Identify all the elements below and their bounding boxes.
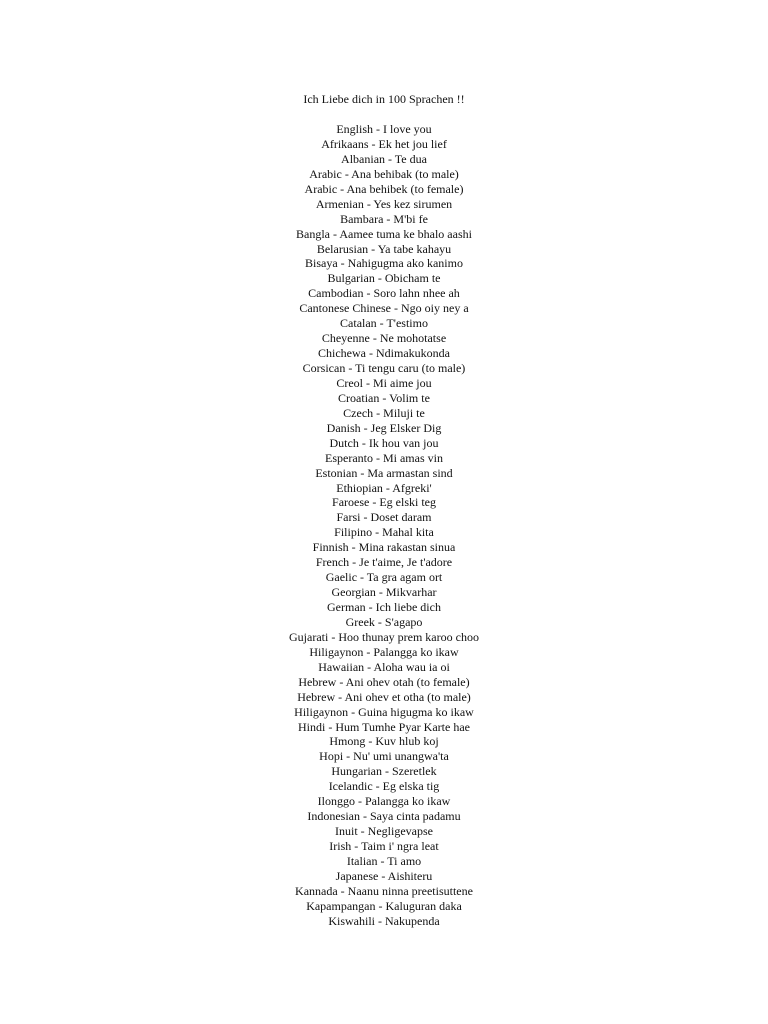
translation-line: Danish - Jeg Elsker Dig — [326, 420, 442, 435]
translation-line: Ethiopian - Afgreki' — [336, 480, 432, 495]
translation-line: Hungarian - Szeretlek — [331, 764, 437, 779]
translation-line: German - Ich liebe dich — [327, 600, 441, 614]
translation-line: Filipino - Mahal kita — [334, 525, 434, 540]
translation-line: Kapampangan - Kaluguran daka — [306, 898, 462, 913]
translation-line: Farsi - Doset daram — [336, 510, 432, 525]
translation-line: Hiligaynon - Palangga ko ikaw — [309, 644, 459, 659]
translation-line: Czech - Miluji te — [343, 405, 425, 420]
translation-line: Faroese - Eg elski teg — [332, 495, 436, 510]
translation-line: Hebrew - Ani ohev et otha (to male) — [297, 689, 471, 704]
translation-line: Inuit - Negligevapse — [335, 824, 433, 839]
translation-line: English - I love you — [336, 122, 432, 136]
translation-line: Ilonggo - Palangga ko ikaw — [317, 794, 451, 809]
translation-line: Estonian - Ma armastan sind — [315, 465, 453, 480]
translation-line: Arabic - Ana behibak (to male) — [309, 166, 459, 181]
translation-line: Icelandic - Eg elska tig — [328, 779, 440, 794]
translation-line: Hawaiian - Aloha wau ia oi — [318, 659, 450, 674]
translation-line: Esperanto - Mi amas vin — [325, 450, 443, 465]
translation-line: Kannada - Naanu ninna preetisuttene — [295, 883, 473, 898]
translation-line: Hiligaynon - Guina higugma ko ikaw — [294, 704, 474, 719]
translation-line: Kiswahili - Nakupenda — [328, 913, 440, 928]
translation-line: Chichewa - Ndimakukonda — [318, 346, 450, 361]
translation-line: Greek - S'agapo — [345, 614, 423, 629]
translation-list — [0, 122, 768, 929]
translation-line: Belarusian - Ya tabe kahayu — [316, 241, 452, 256]
translation-line: Catalan - T'estimo — [340, 316, 428, 331]
translation-line: Hopi - Nu' umi unangwa'ta — [319, 749, 449, 764]
translation-line: Finnish - Mina rakastan sinua — [312, 540, 456, 555]
translation-line: Gaelic - Ta gra agam ort — [325, 570, 443, 585]
translation-line: Cantonese Chinese - Ngo oiy ney a — [299, 301, 469, 316]
translation-line: Gujarati - Hoo thunay prem karoo choo — [289, 629, 479, 644]
translation-line: Cheyenne - Ne mohotatse — [321, 331, 447, 346]
translation-line: Armenian - Yes kez sirumen — [315, 196, 453, 211]
translation-line: Bambara - M'bi fe — [340, 211, 428, 226]
translation-line: Arabic - Ana behibek (to female) — [304, 181, 464, 196]
translation-line: Croatian - Volim te — [338, 390, 430, 405]
translation-line: Hindi - Hum Tumhe Pyar Karte hae — [298, 719, 470, 734]
translation-line: Cambodian - Soro lahn nhee ah — [308, 286, 460, 301]
translation-line: Japanese - Aishiteru — [335, 868, 433, 883]
translation-line: Italian - Ti amo — [346, 853, 422, 868]
document-title: Ich Liebe dich in 100 Sprachen !! — [303, 92, 465, 106]
translation-line: Creol - Mi aime jou — [336, 375, 432, 390]
translation-line: Corsican - Ti tengu caru (to male) — [302, 361, 466, 375]
translation-line: Irish - Taim i' ngra leat — [329, 839, 439, 853]
translation-line: Bisaya - Nahigugma ako kanimo — [305, 256, 463, 271]
translation-line: Hebrew - Ani ohev otah (to female) — [298, 674, 470, 689]
translation-line: Albanian - Te dua — [341, 151, 427, 166]
translation-line: Hmong - Kuv hlub koj — [329, 734, 439, 749]
translation-line: Bangla - Aamee tuma ke bhalo aashi — [296, 226, 472, 241]
translation-line: Bulgarian - Obicham te — [327, 271, 441, 286]
translation-line: Afrikaans - Ek het jou lief — [321, 136, 447, 151]
translation-line: Indonesian - Saya cinta padamu — [307, 809, 461, 824]
translation-line: Georgian - Mikvarhar — [331, 585, 437, 600]
translation-line: Dutch - Ik hou van jou — [329, 435, 439, 450]
translation-line: French - Je t'aime, Je t'adore — [315, 555, 453, 570]
